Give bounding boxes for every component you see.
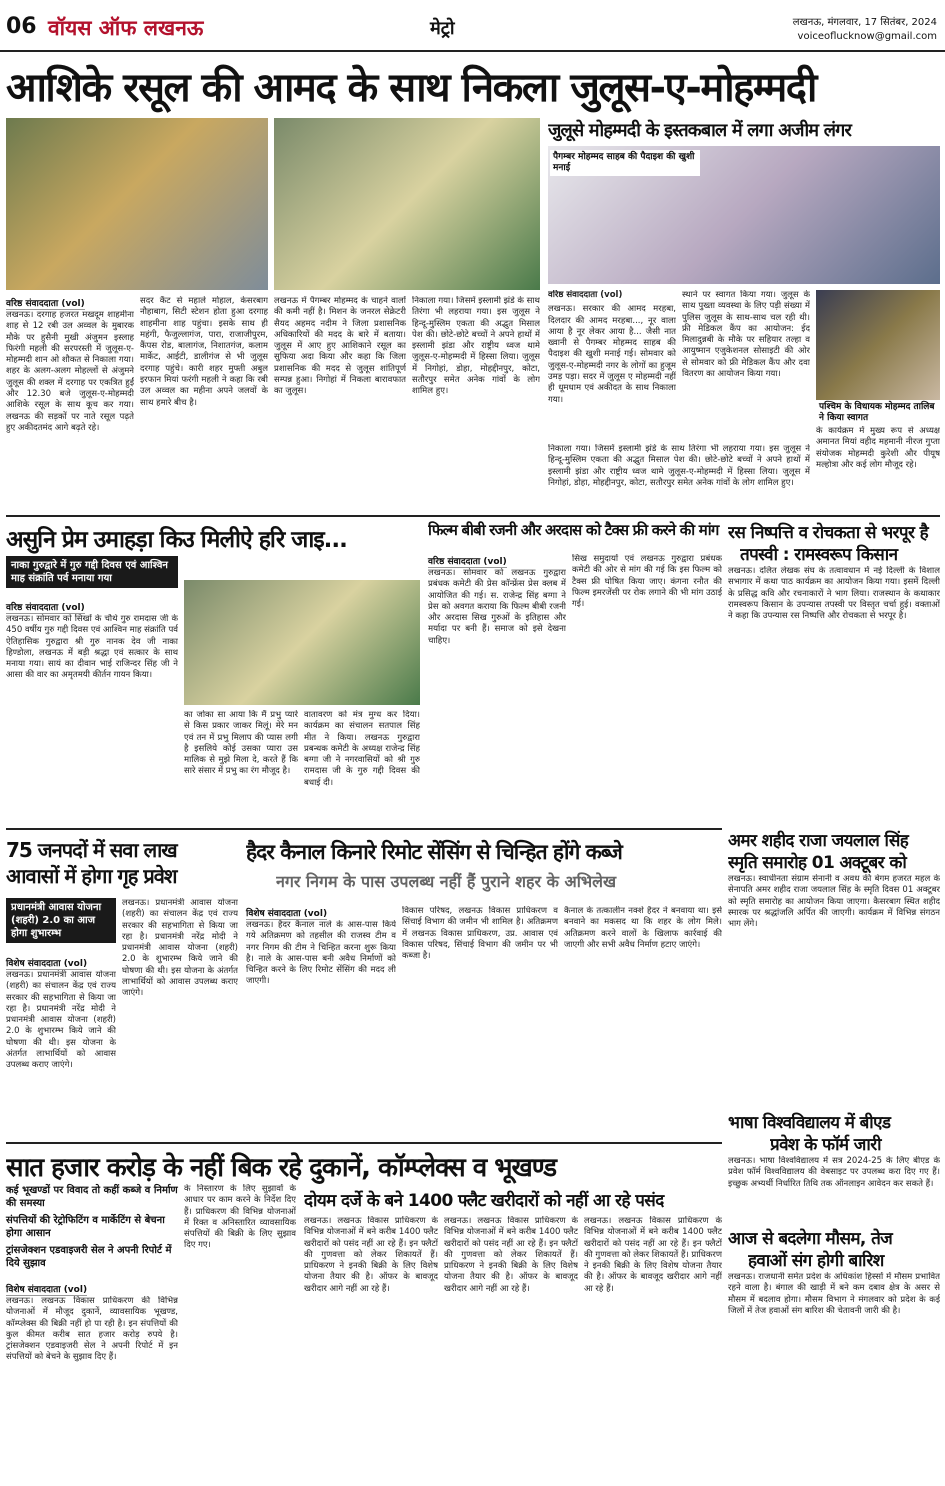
article4-headline: रस निष्पत्ति व रोचकता से भरपूर है — [728, 523, 929, 543]
article8-headline: 75 जनपदों में सवा लाख — [6, 838, 177, 862]
article3-body: लखनऊ। सोमवार को लखनऊ गुरुद्वारा प्रबंधक कमेटी की प्रेस कॉन्फ्रेंस प्रेस क्लब में आयोजित की गई। स. राजेन्द्र सिंह बग्गा ने प्रेस को अवगत कराया कि फिल्म बीबी रजनी और अरदास सिख गुरुओं के इतिहास और मर्यादा पर बनी हैं। समाज को इसे देखना चाहिए। — [428, 568, 566, 646]
lead-photo-1 — [6, 118, 268, 290]
article8-byline: विशेष संवाददाता (vol) — [6, 956, 87, 970]
article5-headline-2: स्मृति समारोह 01 अक्टूबर को — [728, 853, 907, 873]
sidebar-body-4: निकाला गया। जिसमें इस्लामी झंडे के साथ तिरंगा भी लहराया गया। इस जुलूस ने हिन्दू-मुस्लिम एकता की अद्भुत मिसाल पेश की। छोटे-छोटे बच्चों ने अपने हाथों में इस्लामी झंडा और राष्ट्रीय ध्वज थामे जुलूस-ए-मोहम्मदी में हिस्सा लिया। जुलूस में निगोहां, डोहा, मोहद्दीनपुर, कोटा, सतौरपुर समेत अनेक गांवों के लोग शामिल हुए। — [548, 444, 810, 488]
lead-photo-2 — [274, 118, 540, 290]
article4-body: लखनऊ। दलित लेखक संघ के तत्वावधान में नई दिल्ली के विशाल सभागार में कथा पाठ कार्यक्रम का आयोजन किया गया। इसमें दिल्ली के प्रसिद्ध कवि और रचनाकारों ने भाग लिया। राजस्थान के कथाकार रामस्वरूप किसान के उपन्यास तपस्वी पर विस्तृत चर्चा हुई। वक्ताओं ने कहा कि उपन्यास रस निष्पत्ति और रोचकता से भरपूर है। — [728, 566, 940, 622]
article2-byline: वरिष्ठ संवाददाता (vol) — [6, 600, 85, 614]
paper-name: वॉयस ऑफ लखनऊ — [48, 16, 204, 40]
date: लखनऊ, मंगलवार, 17 सितंबर, 2024 — [792, 17, 937, 28]
article3-body-2: सिख समुदायों एवं लखनऊ गुरुद्वारा प्रबंधक कमेटी की ओर से मांग की गई कि इस फिल्म को टैक्स फ्री घोषित किया जाए। कंगना रनौत की फिल्म इमरजेंसी पर रोक लगाने की भी मांग उठाई गई। — [572, 554, 722, 610]
sidebar-photo-2 — [816, 290, 940, 400]
lead-body-4: निकाला गया। जिसमें इस्लामी झंडे के साथ तिरंगा भी लहराया गया। इस जुलूस ने हिन्दू-मुस्लिम एकता की अद्भुत मिसाल पेश की। छोटे-छोटे बच्चों ने अपने हाथों में इस्लामी झंडा और राष्ट्रीय ध्वज थामे जुलूस-ए-मोहम्मदी में हिस्सा लिया। जुलूस में निगोहां, डोहा, मोहद्दीनपुर, कोटा, सतौरपुर समेत अनेक गांवों के लोग शामिल हुए। — [412, 296, 540, 397]
masthead — [0, 0, 945, 52]
article5-body: लखनऊ। स्वाधीनता संग्राम सेनानी व अवध की बेगम हजरत महल के सेनापति अमर शहीद राजा जयलाल सिंह के स्मृति दिवस 01 अक्टूबर को स्मृति समारोह का आयोजन किया जाएगा। कैसरबाग स्थित शहीद स्मारक पर श्रद्धांजलि अर्पित की जाएगी। कार्यक्रम में विभिन्न संगठन भाग लेंगे। — [728, 874, 940, 930]
article8-body: लखनऊ। प्रधानमंत्री आवास योजना (शहरी) का संचालन केंद्र एवं राज्य सरकार की सहभागिता से किया जा रहा है। प्रधानमंत्री नरेंद्र मोदी ने प्रधानमंत्री आवास योजना (शहरी) 2.0 के शुभारम्भ किये जाने की घोषणा की थी। इस योजना के अंतर्गत लाभार्थियों को आवास उपलब्ध कराए जाएंगे। — [6, 970, 116, 1071]
divider — [6, 515, 940, 517]
article9-body: लखनऊ। हैदर कैनाल नाले के आस-पास किये गये अतिक्रमण को तहसील की राजस्व टीम व नगर निगम की टीम ने चिन्हित करना शुरू किया है। नाले के आस-पास बनी अवैध निर्माणों को चिन्हित करने के लिए रिमोट सेंसिंग की मदद ली जाएगी। — [246, 920, 396, 987]
lead-body-3: लखनऊ में पैगम्बर मोहम्मद के चाहने वालों की कमी नहीं है। मिशन के जनरल सेक्रेटरी सैयद अहमद नदीम ने जिला प्रशासनिक अधिकारियों की मदद के बारे में बताया। जुलूस में आए हुए आशिकाने रसूल का सुफिया अदा किया और कहा कि जिला प्रशासनिक की मदद से जुलूस शांतिपूर्ण सम्पन्न हुआ। निगोहां में निकला बारावफात का जुलूस। — [274, 296, 406, 397]
sidebar-body — [548, 290, 676, 440]
lead-headline: आशिके रसूल की आमद के साथ निकला जुलूस-ए-मोहम्मदी — [6, 65, 816, 111]
page-number: 06 — [6, 14, 37, 39]
article7-headline-2: हवाओं संग होगी बारिश — [748, 1251, 884, 1271]
article7-headline: आज से बदलेगा मौसम, तेज — [728, 1229, 893, 1249]
article6-headline-2: प्रवेश के फॉर्म जारी — [770, 1135, 881, 1155]
article8-body-2: लखनऊ। प्रधानमंत्री आवास योजना (शहरी) का संचालन केंद्र एवं राज्य सरकार की सहभागिता से किया जा रहा है। प्रधानमंत्री नरेंद्र मोदी ने प्रधानमंत्री आवास योजना (शहरी) 2.0 के शुभारम्भ किये जाने की घोषणा की थी। इस योजना के अंतर्गत लाभार्थियों को आवास उपलब्ध कराए जाएंगे। — [122, 898, 238, 999]
divider-2 — [6, 828, 722, 830]
article2-body-2: का जोका सा आया कि मैं प्रभु प्यारे से किस प्रकार जाकर मिलूं। मेरे मन एवं तन में प्रभु मिलाप की प्यास लगी है इसलिये कोई उसका प्यारा उस मालिक से मुझे मिला दे, करते हैं कि सारे संसार में प्रभु का रंग मौजूद है। — [184, 710, 298, 777]
article6-headline: भाषा विश्वविद्यालय में बीएड — [728, 1113, 891, 1133]
article9-headline: हैदर कैनाल किनारे रिमोट सेंसिंग से चिन्हित होंगे कब्जे — [246, 840, 622, 864]
article5-headline: अमर शहीद राजा जयलाल सिंह — [728, 831, 909, 851]
article3-byline: वरिष्ठ संवाददाता (vol) — [428, 554, 507, 568]
article4-headline-2: तपस्वी : रामस्वरूप किसान — [740, 545, 898, 565]
article10-headline: सात हजार करोड़ के नहीं बिक रहे दुकानें, कॉम्प्लेक्स व भूखण्ड — [6, 1153, 557, 1183]
article2-body-3: वातावरण को मंत्र मुग्ध कर दिया। कार्यक्रम का संचालन सतपाल सिंह मीत ने किया। लखनऊ गुरुद्वारा प्रबन्धक कमेटी के अध्यक्ष राजेन्द्र सिंह बग्गा जी ने नगरवासियों को श्री गुरु रामदास जी के गुरु गद्दी दिवस की बधाई दी। — [304, 710, 420, 788]
article10-bullet-3: ट्रांसजेक्शन एडवाइजरी सेल ने अपनी रिपोर्ट में दिये सुझाव — [6, 1245, 172, 1269]
sidebar-photo-caption: पैगम्बर मोहम्मद साहब की पैदाइश की खुशी मनाई — [550, 150, 700, 176]
lead-byline: वरिष्ठ संवाददाता (vol) — [6, 296, 85, 310]
sidebar-body-text: लखनऊ। सरकार की आमद मरहबा, दिलदार की आमद मरहबा..., नूर वाला आया है नूर लेकर आया है... जैसी नात ख्वानी से पैगम्बर मोहम्मद साहब की पैदाइश की खुशी मनाई गई। सोमवार को जुलूस-ए-मोहम्मदी नगर के लोगों का हुजूम उमड़ पड़ा। सदर में जुलूस ए मोहम्मदी नहीं ही धूमधाम एवं अकीदत के साथ निकाला गया। — [548, 304, 676, 405]
sidebar-body-2: स्थाने पर स्वागत किया गया। जुलूस के साथ पुख्ता व्यवस्था के लिए पड़ी संख्या में पुलिस जुलूस के साथ-साथ चल रही थी। फ्री मेडिकल कैंप का आयोजन: ईद मिलादुन्नबी के मौके पर सहियार तल्हा व आयुष्मान एजुकेशनल सोसाइटी की ओर से सोमवार को फ्री मेडिकल कैंप और दवा वितरण का आयोजन किया गया। — [682, 290, 810, 380]
divider-3 — [6, 1142, 722, 1144]
article10-body-2: के निस्तारण के लिए सुझावों के आधार पर काम करने के निर्देश दिए हैं। प्राधिकरण की विभिन्न योजनाओं में रिक्त व अनिस्तारित व्यावसायिक संपत्तियों की बिक्री के लिए सुझाव दिए गए। — [184, 1184, 296, 1251]
article11-body: लखनऊ। लखनऊ विकास प्राधिकरण के विभिन्न योजनाओं में बने करीब 1400 फ्लैट खरीदारों को पसंद नहीं आ रहे हैं। इन फ्लैटों की गुणवत्ता को लेकर शिकायतें हैं। प्राधिकरण ने इनकी बिक्री के लिए विशेष योजना तैयार की है। ऑफर के बावजूद खरीदार आगे नहीं आ रहे हैं। — [304, 1216, 438, 1294]
article9-byline: विशेष संवाददाता (vol) — [246, 906, 327, 920]
article11-body-2: लखनऊ। लखनऊ विकास प्राधिकरण के विभिन्न योजनाओं में बने करीब 1400 फ्लैट खरीदारों को पसंद नहीं आ रहे हैं। इन फ्लैटों की गुणवत्ता को लेकर शिकायतें हैं। प्राधिकरण ने इनकी बिक्री के लिए विशेष योजना तैयार की है। ऑफर के बावजूद खरीदार आगे नहीं आ रहे हैं। — [444, 1216, 578, 1294]
lead-body-2: सदर कैंट से महाले मोहाल, केसरबाग नौहाबाग, सिटी स्टेशन होता हुआ दरगाह शाहमीना शाह पहुंचा। इसके साथ ही महंगी, फैजुल्लागंज, पारा, राजाजीपुरम, कैंपस रोड, बालागंज, निशातगंज, कलाम मार्केट, आईटी, डालीगंज से भी जुलूस दरगाह पहुंचे। कारी शहर मुफ्ती अबुल इरफान मियां फरंगी महली ने कहा कि रबी उल अव्वल का महीना अपने जलवों के साथ हमारे बीच है। — [140, 296, 268, 408]
article9-deck: नगर निगम के पास उपलब्ध नहीं हैं पुराने शहर के अभिलेख — [276, 872, 617, 891]
sidebar-photo-2-caption: पश्चिम के विधायक मोहम्मद तालिब ने किया स्वागत — [816, 400, 940, 426]
article8-headline-2: आवासों में होगा गृह प्रवेश — [6, 864, 177, 888]
web: voiceoflucknow@gmail.com — [797, 31, 937, 42]
article11-headline: दोयम दर्जे के बने 1400 फ्लैट खरीदारों को नहीं आ रहे पसंद — [304, 1191, 664, 1211]
lead-body-1: लखनऊ। दरगाह हजरत मखदूम शाहमीना शाह से 12 रबी उल अव्वल के मुबारक मौके पर हुसैनी मुखी अंजुमन इस्लाह फिरंगी महली की सरपरस्ती में जुलूस-ए-मोहम्मदी शान ओ शौकत से निकाला गया। शहर के अलग-अलग मोहल्लों से अंजुमने जुलूस की शक्ल में दरगाह पर एकत्रित हुईं और 12.30 बजे जुलूस-ए-मोहम्मदी आशिके रसूल के साथ कूच कर गया। लखनऊ की सड़कों पर नाते रसूल पढ़ते हुए अकीदतमंद आगे बढ़ते रहे। — [6, 310, 134, 433]
article9-body-3: कैनाल के तत्कालीन नक्शे हैदर ने बनवाया था। इसे बनवाने का मकसद था कि शहर के लोग मिले। अतिक्रमण करने वालों के खिलाफ कार्रवाई की जाएगी और सभी अवैध निर्माण हटाए जाएंगे। — [564, 906, 722, 950]
article7-body: लखनऊ। राजधानी समेत प्रदेश के अधिकांश हिस्सों में मौसम प्रभावित रहने वाला है। बंगाल की खाड़ी में बने कम दबाव क्षेत्र के असर से मौसम में बदलाव होगा। मौसम विभाग ने मंगलवार को प्रदेश के कई जिलों में तेज हवाओं संग बारिश की चेतावनी जारी की है। — [728, 1272, 940, 1316]
article2-body: लखनऊ। सोमवार को सिखों के चौथे गुरु रामदास जी के 450 वर्षीय गुरु गद्दी दिवस एवं आश्विन माह संक्रांति पर्व ऐतिहासिक गुरुद्वारा श्री गुरु नानक देव जी नाका हिण्डोला, लखनऊ में बड़ी श्रद्धा एवं सत्कार के साथ मनाया गया। सायं का दीवान भाई राजिन्दर सिंह जी ने आसा की वार का अमृतमयी कीर्तन गायन किया। — [6, 614, 178, 681]
section-name: मेट्रो — [430, 18, 455, 39]
article11-body-3: लखनऊ। लखनऊ विकास प्राधिकरण के विभिन्न योजनाओं में बने करीब 1400 फ्लैट खरीदारों को पसंद नहीं आ रहे हैं। इन फ्लैटों की गुणवत्ता को लेकर शिकायतें हैं। प्राधिकरण ने इनकी बिक्री के लिए विशेष योजना तैयार की है। ऑफर के बावजूद खरीदार आगे नहीं आ रहे हैं। — [584, 1216, 722, 1294]
article2-photo — [184, 580, 420, 705]
date-line — [793, 16, 937, 44]
article10-bullet-1: कई भूखण्डों पर विवाद तो कहीं कब्जे व निर्माण की समस्या — [6, 1185, 178, 1209]
article8-box: प्रधानमंत्री आवास योजना (शहरी) 2.0 का आज होगा शुभारम्भ — [6, 898, 116, 943]
article2-headline: असुनि प्रेम उमाहड़ा किउ मिलीऐ हरि जाइ... — [6, 527, 347, 553]
article10-body: लखनऊ। लखनऊ विकास प्राधिकरण की विभिन्न योजनाओं में मौजूद दुकानें, व्यावसायिक भूखण्ड, कॉम्प्लेक्स की बिक्री नहीं हो पा रही है। इन संपत्तियों की कुल कीमत करीब सात हजार करोड़ रुपये है। ट्रांसजेक्शन एडवाइजरी सेल ने अपनी रिपोर्ट में इन संपत्तियों को बेचने के सुझाव दिए हैं। — [6, 1296, 178, 1363]
sidebar-body-3: के कार्यक्रम में मुख्य रूप से अध्यक्ष अमानत मियां वहीद महमानी नीरज गुप्ता संयोजक मोहम्मदी कुरेशी और पीयूष मल्होत्रा और कई लोग मौजूद रहे। — [816, 426, 940, 470]
sidebar-title: जुलूसे मोहम्मदी के इस्तकबाल में लगा अजीम लंगर — [548, 120, 852, 141]
article2-box: नाका गुरुद्वारे में गुरु गद्दी दिवस एवं आश्विन माह संक्रांति पर्व मनाया गया — [6, 556, 178, 588]
sidebar-byline: वरिष्ठ संवाददाता (vol) — [548, 290, 623, 300]
article10-byline: विशेष संवाददाता (vol) — [6, 1282, 87, 1296]
article6-body: लखनऊ। भाषा विश्वविद्यालय में सत्र 2024-25 के लिए बीएड के प्रवेश फॉर्म विश्वविद्यालय की वेबसाइट पर उपलब्ध करा दिए गए हैं। इच्छुक अभ्यर्थी निर्धारित तिथि तक ऑनलाइन आवेदन कर सकते हैं। — [728, 1156, 940, 1189]
article10-bullet-2: संपत्तियों की रेट्रोफिटिंग व मार्केटिंग से बेचना होगा आसान — [6, 1215, 165, 1239]
article3-headline: फिल्म बीबी रजनी और अरदास को टैक्स फ्री करने की मांग — [428, 521, 719, 539]
article9-body-2: विकास परिषद, लखनऊ विकास प्राधिकरण व सिंचाई विभाग की जमीन भी शामिल है। अतिक्रमण में लखनऊ विकास प्राधिकरण, उप्र. आवास एवं विकास परिषद, सिंचाई विभाग की जमीन पर भी कब्जा है। — [402, 906, 558, 962]
